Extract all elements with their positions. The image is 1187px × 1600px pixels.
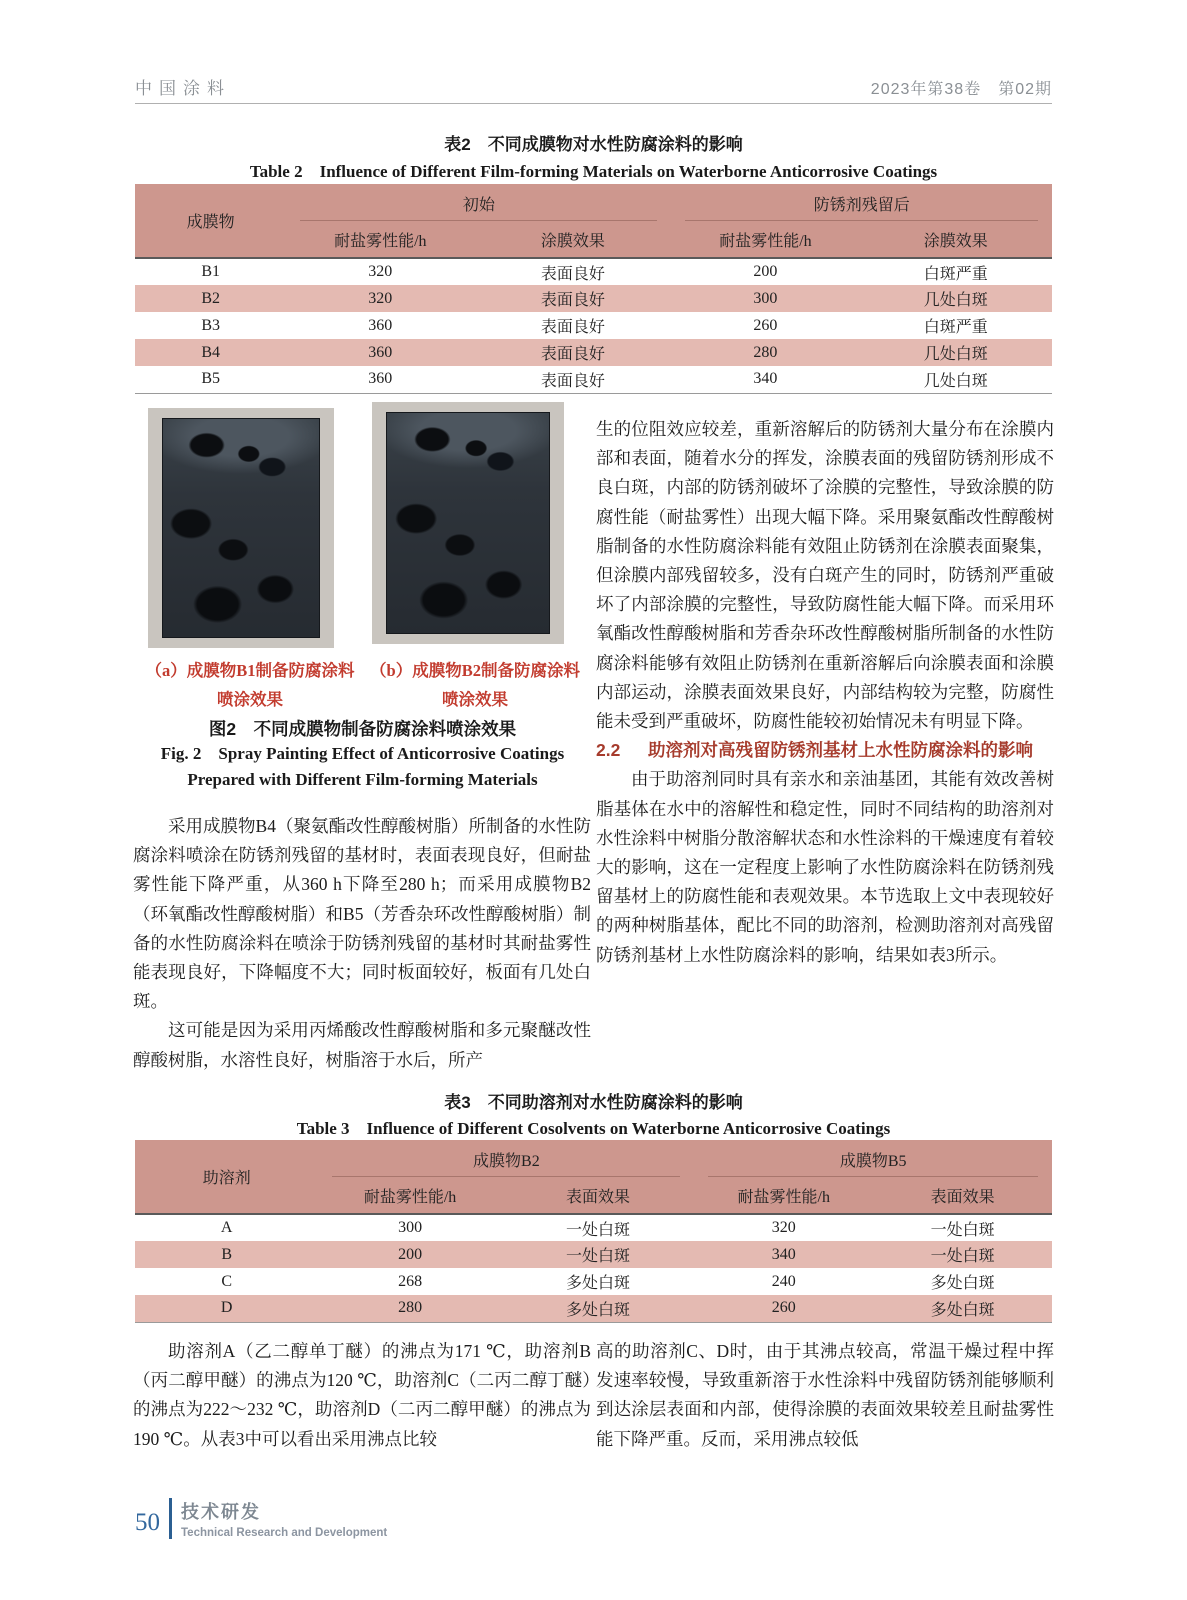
cell: B4: [201, 343, 220, 361]
bottom-right-text: [596, 1337, 1054, 1454]
photo-panel-b1: [148, 408, 334, 648]
cell: 340: [753, 370, 778, 388]
table2: [135, 184, 1052, 394]
table2-group-residual: 防锈剂残留后: [671, 184, 1052, 222]
cell: 240: [771, 1272, 796, 1290]
table-row: [135, 366, 1052, 393]
footer-section-label-en: Technical Research and Development: [181, 1527, 388, 1539]
footer-divider: [169, 1498, 172, 1539]
table-row: [135, 1214, 1052, 1241]
cell: C: [221, 1272, 233, 1290]
table3-group-b5: 成膜物B5: [694, 1140, 1052, 1178]
cell: 260: [753, 316, 778, 334]
cell: 几处白斑: [923, 372, 988, 390]
table2-subheader-salt-spray-2: 耐盐雾性能/h: [719, 233, 812, 250]
cell: 白斑严重: [923, 319, 988, 336]
section-title: 助溶剂对高残留防锈剂基材上水性防腐涂料的影响: [648, 740, 1033, 761]
cell: 360: [368, 370, 393, 388]
table-row: [135, 312, 1052, 339]
cell: B1: [201, 263, 220, 280]
cell: B3: [201, 316, 220, 334]
cell: A: [220, 1219, 233, 1236]
cell: 300: [753, 289, 778, 307]
table2-caption-en: Table 2 Influence of Different Film-forming Materials on Waterborne Anticorrosive Coatings: [249, 162, 938, 181]
table-row: [135, 258, 1052, 285]
cell: 260: [771, 1299, 796, 1317]
cell: 表面良好: [540, 346, 605, 363]
table3-group-b2: 成膜物B2: [318, 1140, 694, 1178]
table-row: [135, 1241, 1052, 1268]
table3-header: [135, 1140, 1052, 1214]
table3-subheader-surface-1: 表面效果: [566, 1189, 631, 1206]
photo-panel-b2: [372, 402, 564, 644]
page-footer: [135, 1498, 387, 1539]
paragraph: 由于助溶剂同时具有亲水和亲油基团，其能有效改善树脂基体在水中的溶解性和稳定性，同时不同结构的助溶剂对水性涂料中树脂分散溶解状态和水性涂料的干燥速度有着较大的影响，这在一定程度上影响了水性防腐涂料在防锈剂残留基材上的防腐性能和表观效果。本节选取上文中表现较好的两种树脂基体，配比不同的助溶剂，检测助溶剂对高残留防锈剂基材上水性防腐涂料的影响，结果如表3所示。: [596, 769, 1054, 965]
table3-corner-header: 助溶剂: [202, 1170, 251, 1187]
page-header: [135, 76, 1052, 104]
table-row: [135, 339, 1052, 366]
table3: [135, 1140, 1052, 1323]
cell: 200: [753, 263, 778, 280]
coated-panel-image: [162, 418, 320, 638]
page-number: 50: [135, 1509, 160, 1536]
photo-a-caption: （a）成膜物B1制备防腐涂料 喷涂效果: [145, 661, 355, 709]
table2-subheader-salt-spray-1: 耐盐雾性能/h: [334, 233, 427, 250]
paragraph: 高的助溶剂C、D时，由于其沸点较高，常温干燥过程中挥发速率较慢，导致重新溶于水性涂料中残留防锈剂能够顺利到达涂层表面和内部，使得涂膜的表面效果较差且耐盐雾性能下降严重。反而，采用沸点较低: [596, 1341, 1054, 1449]
cell: 一处白斑: [566, 1248, 631, 1265]
cell: 几处白斑: [923, 292, 988, 309]
cell: 200: [398, 1245, 423, 1263]
table3-subheader-salt-spray-1: 耐盐雾性能/h: [363, 1189, 457, 1206]
right-column-text: [596, 415, 1054, 970]
cell: 白斑严重: [923, 265, 988, 283]
cell: 340: [771, 1245, 796, 1263]
section-heading-2-2: [596, 736, 1054, 765]
table2-group-initial: 初始: [286, 184, 671, 222]
cell: 320: [368, 263, 393, 280]
table3-subheader-salt-spray-2: 耐盐雾性能/h: [737, 1189, 830, 1206]
table-row: [135, 1295, 1052, 1322]
cell: B2: [201, 289, 220, 307]
cell: 多处白斑: [930, 1301, 995, 1319]
table2-corner-header: 成膜物: [186, 214, 235, 231]
cell: 多处白斑: [566, 1301, 631, 1319]
journal-title: 中国涂料: [135, 79, 231, 98]
cell: 320: [771, 1219, 796, 1236]
left-column-text: [133, 812, 591, 1075]
cell: 一处白斑: [930, 1248, 995, 1265]
cell: D: [220, 1299, 233, 1317]
table2-header: [135, 184, 1052, 258]
cell: 280: [753, 343, 778, 361]
cell: 268: [398, 1272, 423, 1290]
cell: B: [221, 1245, 233, 1263]
table2-subheader-film-effect-1: 涂膜效果: [540, 233, 605, 250]
cell: 360: [368, 316, 393, 334]
footer-section-label-zh: 技术研发: [181, 1502, 261, 1522]
figure2-caption-en: Fig. 2 Spray Painting Effect of Anticorrosive Coatings Prepared with Different Film-forming Materials: [160, 744, 565, 789]
cell: 表面良好: [540, 292, 605, 309]
table2-caption-zh: 表2 不同成膜物对水性防腐涂料的影响: [444, 135, 743, 154]
cell: 多处白斑: [566, 1275, 631, 1292]
paragraph: 助溶剂A（乙二醇单丁醚）的沸点为171 ℃，助溶剂B（丙二醇甲醚）的沸点为120 ℃，助溶剂C（二丙二醇丁醚）的沸点为222～232 ℃，助溶剂D（二丙二醇甲醚）的沸点为190 ℃。从表3中可以看出采用沸点比较: [133, 1341, 591, 1449]
paragraph: 这可能是因为采用丙烯酸改性醇酸树脂和多元聚醚改性醇酸树脂，水溶性良好，树脂溶于水后，所产: [133, 1020, 591, 1070]
cell: 表面良好: [540, 319, 605, 336]
table-row: [135, 285, 1052, 312]
cell: B5: [201, 370, 220, 388]
cell: 多处白斑: [930, 1275, 995, 1292]
cell: 360: [368, 343, 393, 361]
cell: 表面良好: [540, 265, 605, 283]
issue-info: 2023年第38卷 第02期: [870, 81, 1052, 98]
cell: 300: [398, 1219, 423, 1236]
cell: 一处白斑: [566, 1221, 631, 1239]
cell: 几处白斑: [923, 346, 988, 363]
table3-subheader-surface-2: 表面效果: [930, 1189, 995, 1206]
table2-subheader-film-effect-2: 涂膜效果: [923, 233, 988, 250]
paragraph: 采用成膜物B4（聚氨酯改性醇酸树脂）所制备的水性防腐涂料喷涂在防锈剂残留的基材时，表面表现良好，但耐盐雾性能下降严重，从360 h下降至280 h；而采用成膜物B2（环氧酯改性醇酸树脂）和B5（芳香杂环改性醇酸树脂）制备的水性防腐涂料在喷涂于防锈剂残留的基材时其耐盐雾性能表现良好，下降幅度不大；同时板面较好，板面有几处白斑。: [133, 816, 591, 1012]
paragraph: 生的位阻效应较差，重新溶解后的防锈剂大量分布在涂膜内部和表面，随着水分的挥发，涂膜表面的残留防锈剂形成不良白斑，内部的防锈剂破坏了涂膜的完整性，导致涂膜的防腐性能（耐盐雾性）出现大幅下降。采用聚氨酯改性醇酸树脂制备的水性防腐涂料能有效阻止防锈剂在涂膜表面聚集，但涂膜内部残留较多，没有白斑产生的同时，防锈剂严重破坏了内部涂膜的完整性，导致防腐性能大幅下降。而采用环氧酯改性醇酸树脂和芳香杂环改性醇酸树脂所制备的水性防腐涂料能够有效阻止防锈剂在重新溶解后向涂膜表面和涂膜内部运动，涂膜表面效果良好，内部结构较为完整，防腐性能未受到严重破坏，防腐性能较初始情况未有明显下降。: [596, 419, 1054, 732]
table-row: [135, 1268, 1052, 1295]
cell: 280: [398, 1299, 423, 1317]
cell: 一处白斑: [930, 1221, 995, 1239]
bottom-left-text: [133, 1337, 591, 1454]
cell: 320: [368, 289, 393, 307]
section-number: 2.2: [596, 740, 621, 761]
cell: 表面良好: [540, 372, 605, 390]
photo-b-caption: （b）成膜物B2制备防腐涂料 喷涂效果: [370, 661, 580, 709]
table3-caption-en: Table 3 Influence of Different Cosolvents on Waterborne Anticorrosive Coatings: [296, 1119, 891, 1138]
figure2-caption-zh: 图2 不同成膜物制备防腐涂料喷涂效果: [208, 719, 517, 739]
table3-caption-zh: 表3 不同助溶剂对水性防腐涂料的影响: [444, 1093, 743, 1112]
coated-panel-image: [386, 412, 550, 634]
